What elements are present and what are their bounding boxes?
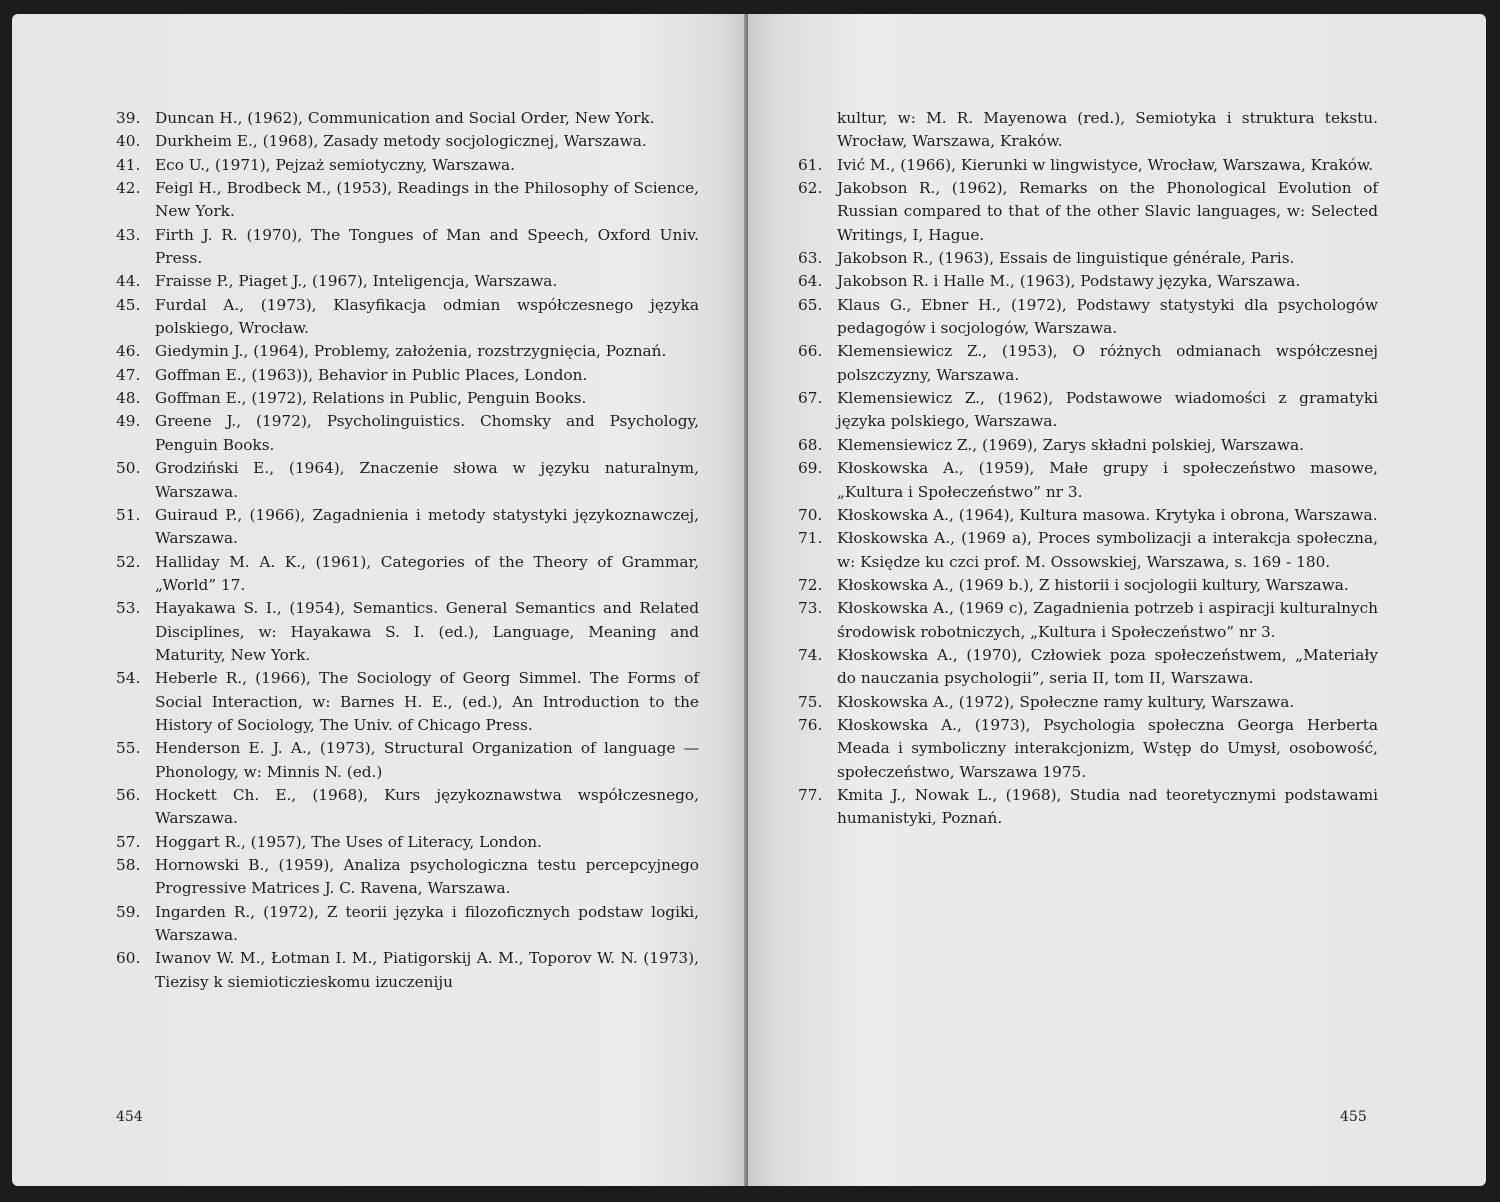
bibliography-entry: [116, 364, 699, 387]
bibliography-entry: [116, 270, 699, 293]
entry-number: 52.: [116, 552, 141, 571]
entry-number: 62.: [798, 179, 823, 198]
bibliography-entry: [798, 597, 1378, 644]
entry-number: 67.: [798, 389, 823, 408]
bibliography-column-right: [798, 107, 1378, 831]
entry-text: Klemensiewicz Z., (1969), Zarys składni polskiej, Warszawa.: [837, 435, 1304, 454]
bibliography-entry: [116, 784, 699, 831]
entry-number: 43.: [116, 225, 141, 244]
entry-number: 60.: [116, 949, 141, 968]
entry-number: 50.: [116, 459, 141, 478]
entry-text: Halliday M. A. K., (1961), Categories of the Theory of Grammar, „World” 17.: [155, 552, 699, 594]
entry-text: Klemensiewicz Z., (1962), Podstawowe wiadomości z gramatyki języka polskiego, Warszawa.: [837, 389, 1378, 431]
entry-number: 55.: [116, 739, 141, 758]
entry-text: Goffman E., (1963)), Behavior in Public Places, London.: [155, 365, 588, 384]
entry-number: 68.: [798, 435, 823, 454]
entry-number: 69.: [798, 459, 823, 478]
entry-text: Kłoskowska A., (1964), Kultura masowa. Krytyka i obrona, Warszawa.: [837, 505, 1378, 524]
entry-text: Henderson E. J. A., (1973), Structural Organization of language — Phonology, w: Minnis N. (ed.): [155, 739, 699, 781]
left-page: [12, 14, 748, 1186]
bibliography-entry: [798, 527, 1378, 574]
bibliography-entry: [798, 177, 1378, 247]
entry-text: Jakobson R., (1962), Remarks on the Phonological Evolution of Russian compared to that of the other Slavic languages, w: Selected Writings, I, Hague.: [837, 179, 1378, 244]
entry-number: 75.: [798, 692, 823, 711]
entry-number: 39.: [116, 109, 141, 127]
entry-number: 51.: [116, 505, 141, 524]
bibliography-entry: [798, 504, 1378, 527]
bibliography-entry: [798, 574, 1378, 597]
entry-text: Greene J., (1972), Psycholinguistics. Chomsky and Psychology, Penguin Books.: [155, 412, 699, 454]
entry-text: Jakobson R., (1963), Essais de linguistique générale, Paris.: [837, 249, 1295, 268]
entry-text: Heberle R., (1966), The Sociology of Georg Simmel. The Forms of Social Interaction, w: Barnes H. E., (ed.), An Introduction to the History of Sociology, The Univ. of Chicago Press.: [155, 669, 699, 734]
entry-number: 70.: [798, 505, 823, 524]
bibliography-entry: [798, 294, 1378, 341]
entry-number: 45.: [116, 295, 141, 314]
page-number-right: 455: [1340, 1109, 1367, 1125]
bibliography-entry: [798, 247, 1378, 270]
entry-number: 41.: [116, 155, 141, 174]
entry-text: Klaus G., Ebner H., (1972), Podstawy statystyki dla psychologów pedagogów i socjologów, Warszawa.: [837, 295, 1378, 338]
entry-text: Ingarden R., (1972), Z teorii języka i filozoficznych podstaw logiki, Warszawa.: [155, 902, 699, 945]
bibliography-entry: [798, 434, 1378, 457]
entry-number: 72.: [798, 575, 823, 594]
entry-number: 65.: [798, 295, 823, 314]
bibliography-entry: [116, 154, 699, 177]
entry-number: 66.: [798, 342, 823, 361]
bibliography-column-left: [116, 107, 699, 994]
entry-number: 58.: [116, 856, 141, 874]
bibliography-entry: [798, 784, 1378, 831]
bibliography-entry: [116, 107, 699, 130]
bibliography-entry: [116, 130, 699, 153]
bibliography-entry: [116, 854, 699, 901]
entry-text: Kłoskowska A., (1969 a), Proces symbolizacji a interakcja społeczna, w: Księdze ku czci prof. M. Ossowskiej, Warszawa, s. 169 - 180.: [837, 529, 1378, 571]
bibliography-entry: [116, 177, 699, 224]
bibliography-entry: [798, 270, 1378, 293]
bibliography-entry: [116, 457, 699, 504]
bibliography-entry: [798, 644, 1378, 691]
bibliography-entry: [116, 504, 699, 551]
entry-text: Grodziński E., (1964), Znaczenie słowa w języku naturalnym, Warszawa.: [155, 459, 699, 501]
entry-text: Kłoskowska A., (1969 b.), Z historii i socjologii kultury, Warszawa.: [837, 575, 1349, 594]
bibliography-entry: [798, 457, 1378, 504]
entry-text: Feigl H., Brodbeck M., (1953), Readings in the Philosophy of Science, New York.: [155, 179, 699, 221]
entry-text: Kłoskowska A., (1959), Małe grupy i społeczeństwo masowe, „Kultura i Społeczeństwo” nr 3.: [837, 459, 1378, 501]
entry-text: kultur, w: M. R. Mayenowa (red.), Semiotyka i struktura tekstu. Wrocław, Warszawa, Kraków.: [837, 109, 1378, 151]
entry-text: Guiraud P., (1966), Zagadnienia i metody statystyki językoznawczej, Warszawa.: [155, 505, 699, 548]
entry-number: 53.: [116, 599, 141, 618]
entry-text: Kłoskowska A., (1970), Człowiek poza społeczeństwem, „Materiały do nauczania psychologii”, seria II, tom II, Warszawa.: [837, 645, 1378, 688]
bibliography-entry-continuation: [798, 107, 1378, 154]
bibliography-entry: [116, 737, 699, 784]
bibliography-entry: [798, 714, 1378, 784]
entry-text: Kłoskowska A., (1972), Społeczne ramy kultury, Warszawa.: [837, 692, 1295, 711]
entry-text: Eco U., (1971), Pejzaż semiotyczny, Warszawa.: [155, 155, 516, 174]
entry-text: Kłoskowska A., (1973), Psychologia społeczna Georga Herberta Meada i symboliczny interakcjonizm, Wstęp do Umysł, osobowość, społeczeństwo, Warszawa 1975.: [837, 715, 1378, 781]
bibliography-entry: [116, 597, 699, 667]
entry-number: 44.: [116, 272, 141, 291]
entry-number: 56.: [116, 785, 141, 804]
bibliography-entry: [798, 340, 1378, 387]
entry-number: 49.: [116, 412, 141, 431]
entry-number: 63.: [798, 249, 823, 268]
entry-number: 59.: [116, 902, 141, 921]
bibliography-entry: [116, 667, 699, 737]
entry-number: 77.: [798, 785, 823, 804]
entry-text: Giedymin J., (1964), Problemy, założenia, rozstrzygnięcia, Poznań.: [155, 342, 667, 361]
bibliography-entry: [116, 224, 699, 271]
entry-text: Kmita J., Nowak L., (1968), Studia nad teoretycznymi podstawami humanistyki, Poznań.: [837, 785, 1378, 828]
entry-number: 47.: [116, 365, 141, 384]
entry-text: Hoggart R., (1957), The Uses of Literacy, London.: [155, 832, 543, 851]
entry-text: Goffman E., (1972), Relations in Public, Penguin Books.: [155, 389, 587, 408]
entry-text: Hockett Ch. E., (1968), Kurs językoznawstwa współczesnego, Warszawa.: [155, 785, 699, 828]
entry-text: Kłoskowska A., (1969 c), Zagadnienia potrzeb i aspiracji kulturalnych środowisk robotniczych, „Kultura i Społeczeństwo” nr 3.: [837, 599, 1378, 641]
entry-number: 73.: [798, 599, 823, 618]
entry-text: Jakobson R. i Halle M., (1963), Podstawy języka, Warszawa.: [837, 272, 1301, 291]
entry-text: Hayakawa S. I., (1954), Semantics. General Semantics and Related Disciplines, w: Hayakawa S. I. (ed.), Language, Meaning and Maturity, New York.: [155, 599, 699, 664]
page-number-left: 454: [116, 1109, 143, 1125]
entry-number: 46.: [116, 342, 141, 361]
entry-text: Firth J. R. (1970), The Tongues of Man and Speech, Oxford Univ. Press.: [155, 225, 699, 268]
bibliography-entry: [116, 901, 699, 948]
entry-number: 57.: [116, 832, 141, 851]
entry-text: Fraisse P., Piaget J., (1967), Inteligencja, Warszawa.: [155, 272, 558, 291]
bibliography-entry: [116, 340, 699, 363]
entry-number: 48.: [116, 389, 141, 408]
bibliography-entry: [116, 294, 699, 341]
entry-text: Hornowski B., (1959), Analiza psychologiczna testu percepcyjnego Progressive Matrices J. C. Ravena, Warszawa.: [155, 856, 699, 898]
entry-text: Durkheim E., (1968), Zasady metody socjologicznej, Warszawa.: [155, 132, 647, 151]
entry-number: 42.: [116, 179, 141, 198]
entry-text: Furdal A., (1973), Klasyfikacja odmian współczesnego języka polskiego, Wrocław.: [155, 295, 699, 338]
entry-number: 71.: [798, 529, 823, 548]
bibliography-entry: [116, 947, 699, 994]
entry-number: 64.: [798, 272, 823, 291]
entry-number: 54.: [116, 669, 141, 688]
bibliography-entry: [798, 691, 1378, 714]
entry-text: Iwanov W. M., Łotman I. M., Piatigorskij A. M., Toporov W. N. (1973), Tiezisy k siemioticzieskomu izuczeniju: [155, 949, 699, 991]
right-page: [748, 14, 1486, 1186]
entry-number: 76.: [798, 715, 823, 734]
entry-text: Ivić M., (1966), Kierunki w lingwistyce, Wrocław, Warszawa, Kraków.: [837, 155, 1374, 174]
bibliography-entry: [798, 154, 1378, 177]
entry-text: Duncan H., (1962), Communication and Social Order, New York.: [155, 109, 655, 127]
bibliography-entry: [116, 551, 699, 598]
bibliography-entry: [116, 831, 699, 854]
entry-number: 40.: [116, 132, 141, 151]
bibliography-entry: [798, 387, 1378, 434]
entry-number: 61.: [798, 155, 823, 174]
entry-text: Klemensiewicz Z., (1953), O różnych odmianach współczesnej polszczyzny, Warszawa.: [837, 342, 1378, 384]
bibliography-entry: [116, 410, 699, 457]
bibliography-entry: [116, 387, 699, 410]
entry-number: 74.: [798, 645, 823, 664]
